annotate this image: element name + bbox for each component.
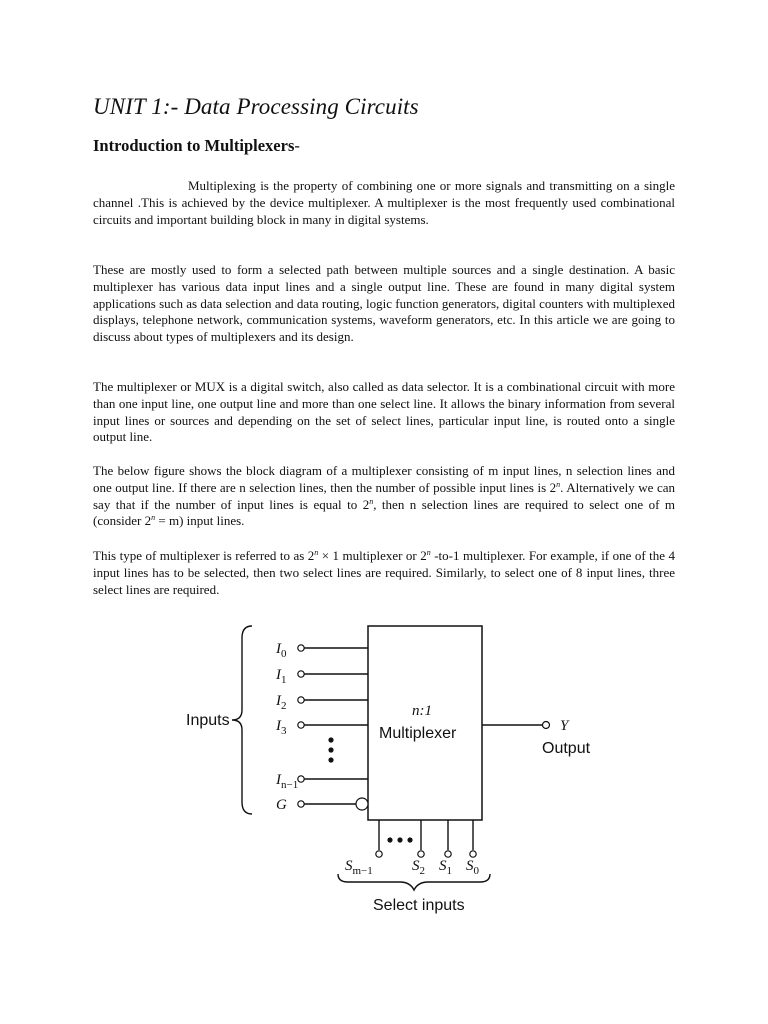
input-pin-terminal — [298, 645, 304, 651]
paragraph-2: These are mostly used to form a selected path between multiple sources and a single destination. A basic multiplexer has various data input lines and a single output line. These are found in many digital system applications such as data selection and data routing, logic function generators, digital counters with multiplexed displays, telephone network, communication systems, waveform generators, etc. In this article we are going to discuss about types of multiplexers and its design. — [93, 262, 675, 345]
paragraph-5 — [93, 548, 675, 598]
p4-sup-1: n — [556, 479, 561, 489]
multiplexer-block-diagram — [180, 618, 591, 918]
p4-text-b: . Alternatively we can say that if the number of input lines is equal to 2 — [93, 479, 675, 512]
input-pin-label: G — [276, 797, 287, 813]
select-pin-label: $S_0$ — [466, 858, 479, 877]
select-pin-label: $S_{m-1}$ — [345, 858, 373, 877]
paragraph-4 — [93, 463, 675, 530]
input-pin-label: $I_1$ — [276, 667, 287, 686]
p5-sup-2: n — [426, 548, 431, 557]
paragraph-1-text: Multiplexing is the property of combining one or more signals and transmitting on a single channel .This is achieved by the device multiplexer. A multiplexer is the most frequently used combinational circuits and important building block in many in digital systems. — [93, 178, 675, 227]
paragraph-1 — [93, 178, 675, 228]
p5-sup-1: n — [314, 548, 319, 557]
output-symbol: Y — [560, 718, 569, 734]
select-inputs-label: Select inputs — [373, 897, 465, 914]
p4-text-d: = m) input lines. — [155, 513, 245, 529]
paragraph-3: The multiplexer or MUX is a digital switch, also called as data selector. It is a combinational circuit with more than one input line, one output line and more than one select line. It allows the binary information from several input lines or sources and depending on the set of select lines, particular input line, is routed onto a single output line. — [93, 379, 675, 445]
input-pin-terminal — [298, 697, 304, 703]
enable-inversion-bubble — [356, 798, 368, 810]
input-pin-terminal — [298, 722, 304, 728]
input-pin-label: $I_{n-1}$ — [276, 772, 299, 791]
input-pin-label: $I_0$ — [276, 641, 287, 660]
input-pin-terminal — [298, 801, 304, 807]
p4-text-a: The below figure shows the block diagram of a multiplexer consisting of m input lines, n selection lines and one output line. If there are n selection lines, then the number of possible input lines is 2 — [93, 463, 675, 495]
select-pin-label: $S_2$ — [412, 858, 425, 877]
select-pin-terminal — [470, 851, 476, 857]
mux-block — [368, 626, 482, 820]
input-ellipsis-dot — [328, 757, 333, 762]
input-ellipsis-dot — [328, 747, 333, 752]
select-pin-terminal — [376, 851, 382, 857]
section-heading — [93, 136, 300, 156]
page-title: UNIT 1:- Data Processing Circuits — [93, 94, 419, 119]
input-pin-terminal — [298, 671, 304, 677]
select-pin-label: $S_1$ — [439, 858, 452, 877]
p4-text-c: , then n selection lines are required to select one of m (consider 2 — [93, 496, 675, 529]
select-ellipsis-dot — [407, 837, 412, 842]
mux-block-ratio: n:1 — [412, 703, 432, 719]
select-pins — [345, 820, 480, 877]
input-ellipsis-dot — [328, 737, 333, 742]
input-pin-terminal — [298, 776, 304, 782]
select-pin-terminal — [445, 851, 451, 857]
select-pin-terminal — [418, 851, 424, 857]
p5-text-b: × 1 multiplexer or 2 — [318, 548, 427, 563]
inputs-brace — [232, 626, 252, 814]
p4-sup-2: n — [369, 496, 374, 506]
output-label: Output — [542, 740, 591, 757]
p4-sup-3: n — [151, 513, 156, 523]
section-heading-text: Introduction to Multiplexers — [93, 136, 295, 155]
p5-text-a: This type of multiplexer is referred to as 2 — [93, 548, 315, 563]
input-pins — [275, 641, 368, 813]
section-heading-dash: - — [294, 136, 300, 155]
mux-block-name: Multiplexer — [379, 725, 457, 742]
output-pin — [543, 722, 550, 729]
p5-text-c: -to-1 multiplexer. For example, if one of the 4 input lines has to be selected, then two select lines are required. Similarly, to select one of 8 input lines, three select lines are required. — [93, 548, 676, 597]
input-pin-label: $I_2$ — [276, 693, 287, 712]
inputs-label: Inputs — [186, 712, 230, 729]
select-ellipsis-dot — [397, 837, 402, 842]
select-ellipsis-dot — [387, 837, 392, 842]
input-pin-label: $I_3$ — [276, 718, 287, 737]
